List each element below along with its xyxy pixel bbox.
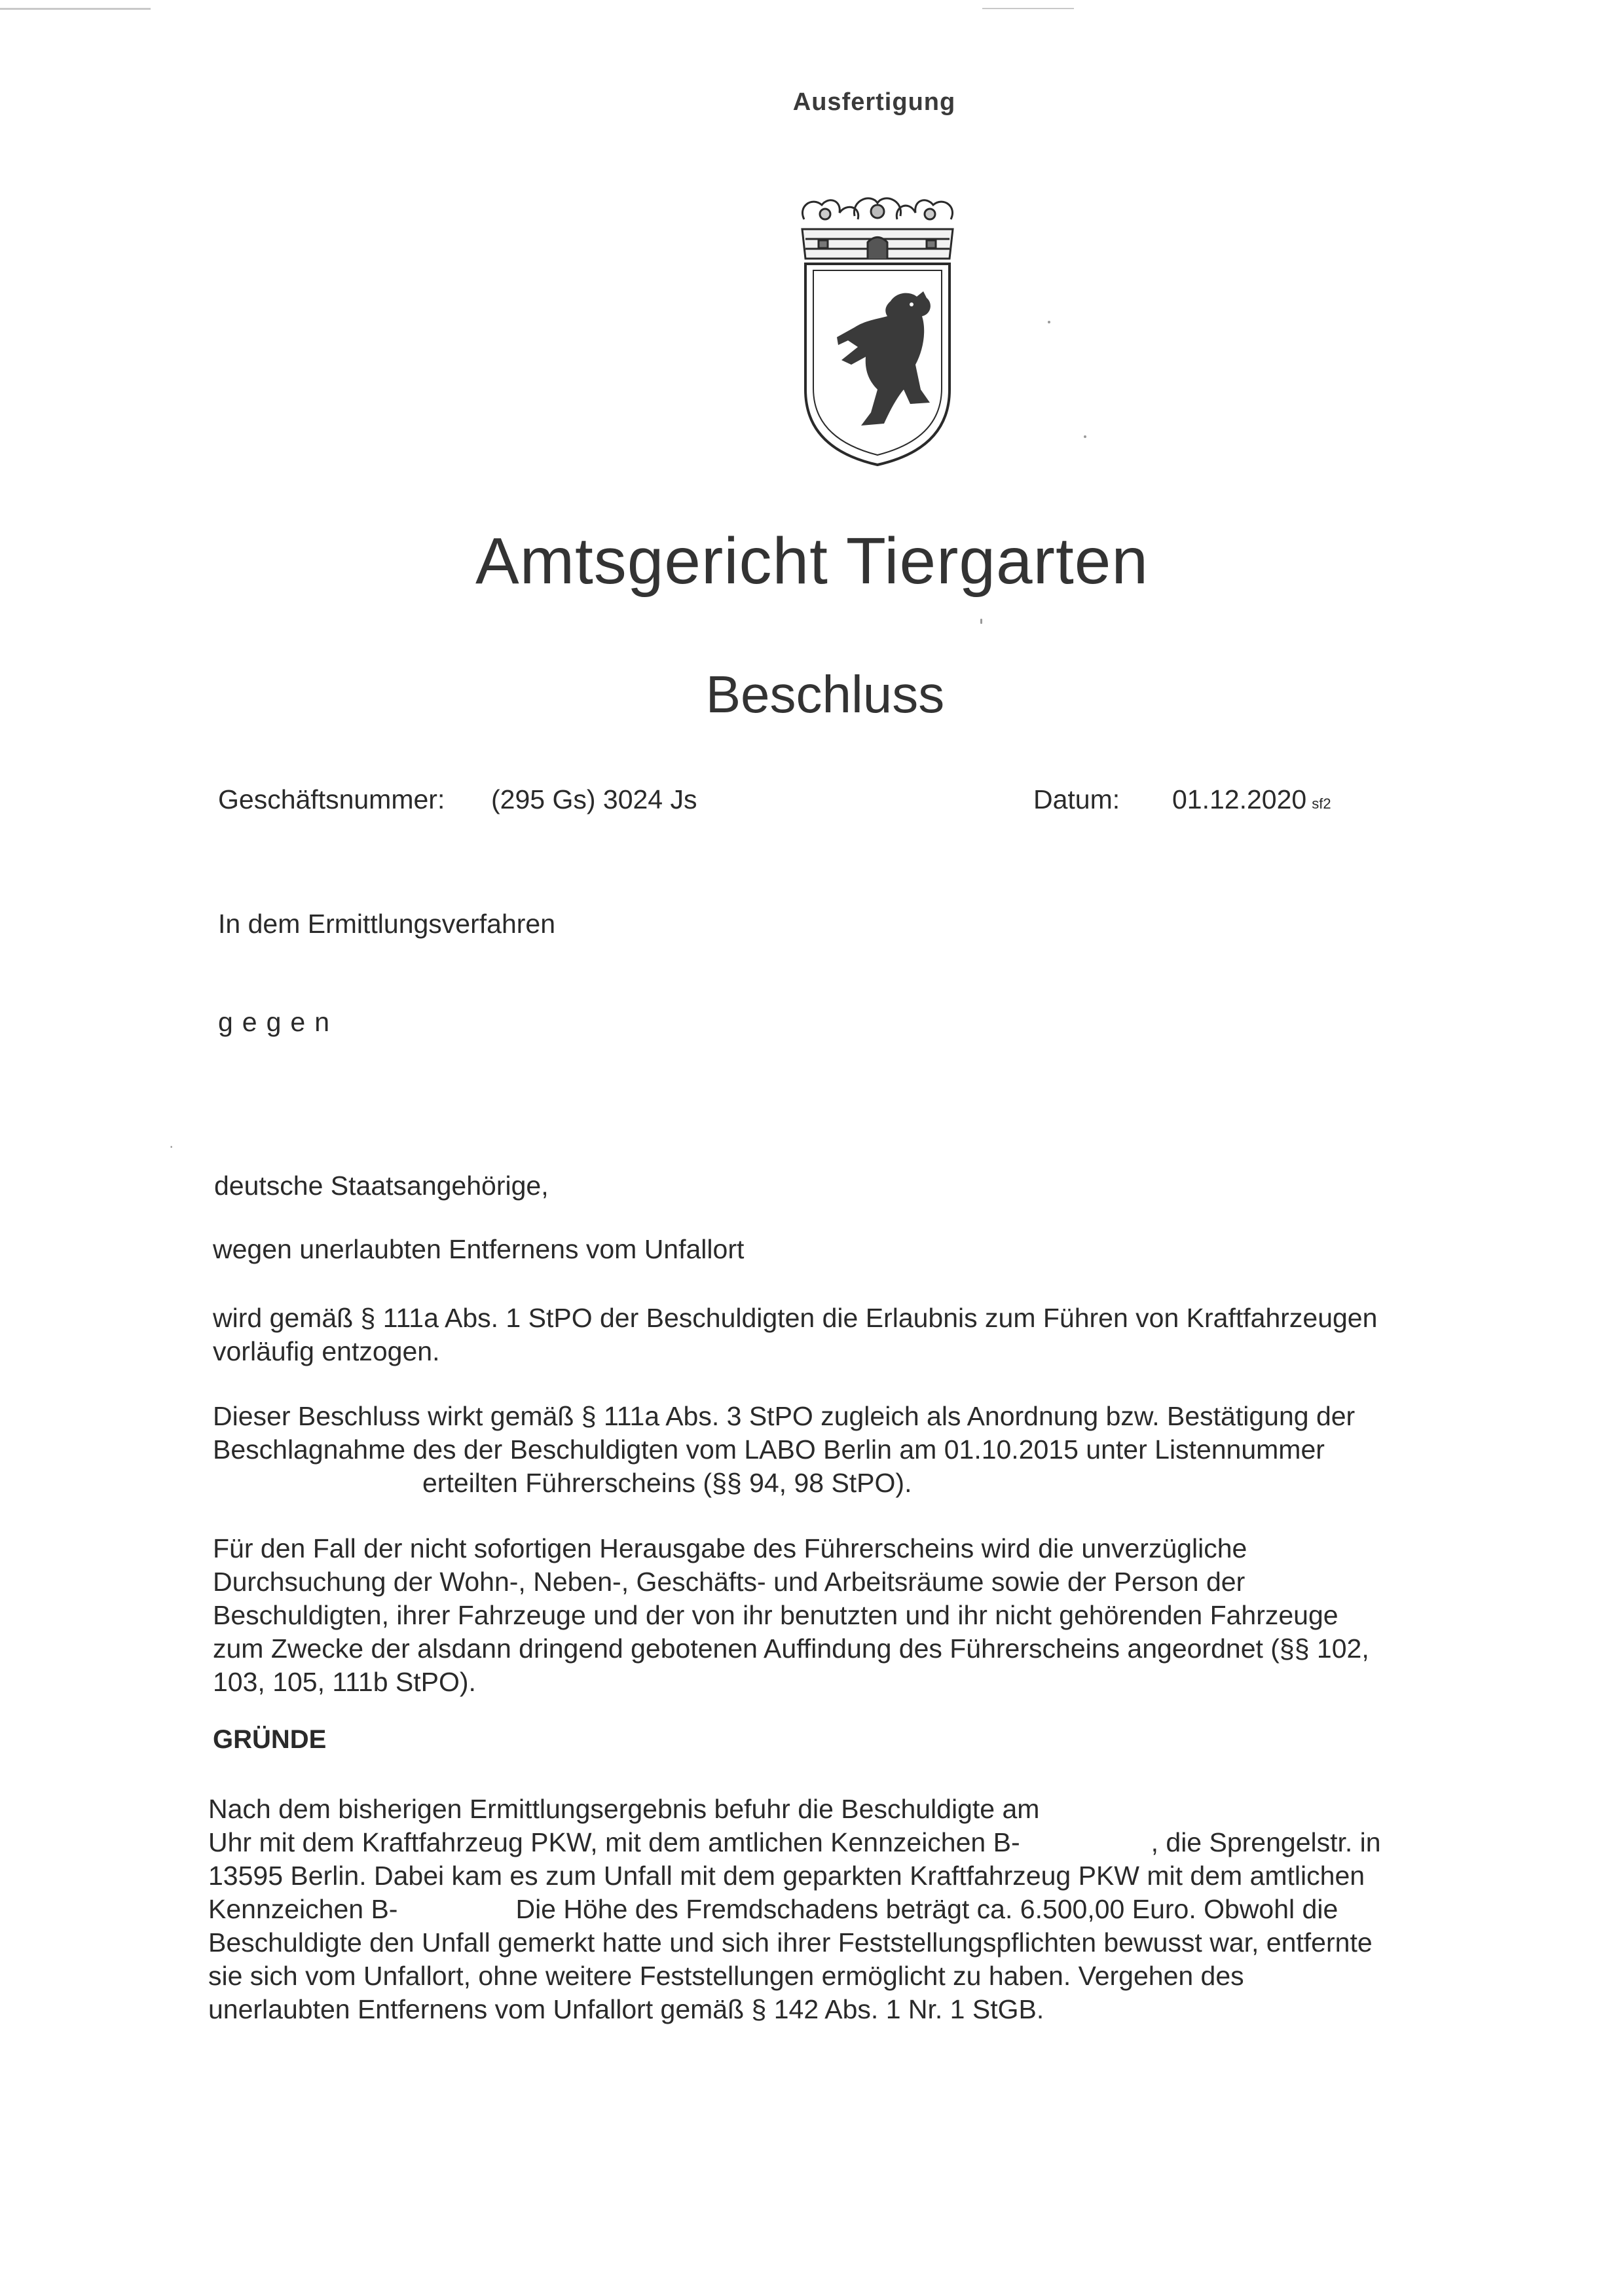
- text-line: Durchsuchung der Wohn-, Neben-, Geschäfts- und Arbeitsräume sowie der Person der: [213, 1567, 1246, 1597]
- margin-mark: ·: [169, 1138, 174, 1154]
- text-line: Beschuldigte den Unfall gemerkt hatte und sich ihrer Feststellungspflichten bewusst war, entfernte: [208, 1927, 1373, 1958]
- text-segment: Uhr mit dem Kraftfahrzeug PKW, mit dem amtlichen Kennzeichen B-: [208, 1827, 1020, 1857]
- date-label: Datum:: [1033, 784, 1120, 814]
- text-line: [208, 1826, 1492, 1859]
- text-line: zum Zwecke der alsdann dringend gebotenen Auffindung des Führerscheins angeordnet (§§ 102,: [213, 1633, 1369, 1664]
- case-number-label: Geschäftsnummer:: [218, 784, 445, 814]
- text-line: erteilten Führerscheins (§§ 94, 98 StPO).: [422, 1468, 912, 1498]
- text-line: wird gemäß § 111a Abs. 1 StPO der Beschuldigten die Erlaubnis zum Führen von Kraftfahrzeugen: [213, 1303, 1378, 1333]
- proceeding-intro: In dem Ermittlungsverfahren: [218, 909, 556, 939]
- text-line: sie sich vom Unfallort, ohne weitere Feststellungen ermöglicht zu haben. Vergehen des: [208, 1961, 1244, 1991]
- scan-speck: [1084, 435, 1086, 438]
- search-order-paragraph: [213, 1532, 1496, 1699]
- scan-speck: [1048, 321, 1050, 323]
- case-number: (295 Gs) 3024 Js: [491, 784, 697, 814]
- seizure-paragraph: [213, 1400, 1496, 1500]
- text-line: Beschuldigten, ihrer Fahrzeuge und der von ihr benutzten und ihr nicht gehörenden Fahrzeuge: [213, 1600, 1338, 1630]
- charge: wegen unerlaubten Entfernens vom Unfallort: [213, 1234, 745, 1264]
- text-line: 13595 Berlin. Dabei kam es zum Unfall mit dem geparkten Kraftfahrzeug PKW mit dem amtlichen: [208, 1861, 1365, 1891]
- text-line: Beschlagnahme des der Beschuldigten vom LABO Berlin am 01.10.2015 unter Listennummer: [213, 1434, 1325, 1465]
- date-value: 01.12.2020: [1172, 784, 1307, 814]
- date-row: [1172, 784, 1331, 815]
- ausfertigung-label: Ausfertigung: [792, 88, 956, 116]
- text-line: unerlaubten Entfernens vom Unfallort gemäß § 142 Abs. 1 Nr. 1 StGB.: [208, 1994, 1044, 2024]
- gruende-heading: GRÜNDE: [213, 1725, 327, 1754]
- text-line: Für den Fall der nicht sofortigen Herausgabe des Führerscheins wird die unverzügliche: [213, 1533, 1247, 1563]
- text-line: 103, 105, 111b StPO).: [213, 1667, 476, 1697]
- decision-paragraph: [213, 1302, 1496, 1368]
- text-line: vorläufig entzogen.: [213, 1336, 440, 1366]
- reasons-paragraph: [208, 1793, 1492, 2026]
- nationality: deutsche Staatsangehörige,: [214, 1171, 549, 1201]
- court-name: Amtsgericht Tiergarten: [475, 524, 1149, 598]
- berlin-bear-coat-of-arms-icon: [792, 193, 963, 468]
- text-line: [208, 1893, 1492, 1926]
- date-suffix: sf2: [1312, 795, 1331, 812]
- gegen-label: gegen: [218, 1007, 339, 1037]
- text-line: Dieser Beschluss wirkt gemäß § 111a Abs. 3 StPO zugleich als Anordnung bzw. Bestätigung der: [213, 1401, 1356, 1431]
- scan-artifact-line: [0, 8, 151, 10]
- text-segment: , die Sprengelstr. in: [1151, 1827, 1381, 1857]
- text-segment: Die Höhe des Fremdschadens beträgt ca. 6.500,00 Euro. Obwohl die: [515, 1894, 1338, 1924]
- document-type: Beschluss: [705, 665, 945, 723]
- text-segment: Kennzeichen B-: [208, 1894, 398, 1924]
- text-line: Nach dem bisherigen Ermittlungsergebnis befuhr die Beschuldigte am: [208, 1794, 1040, 1824]
- scan-speck: [980, 619, 982, 624]
- scan-artifact-line: [982, 8, 1074, 9]
